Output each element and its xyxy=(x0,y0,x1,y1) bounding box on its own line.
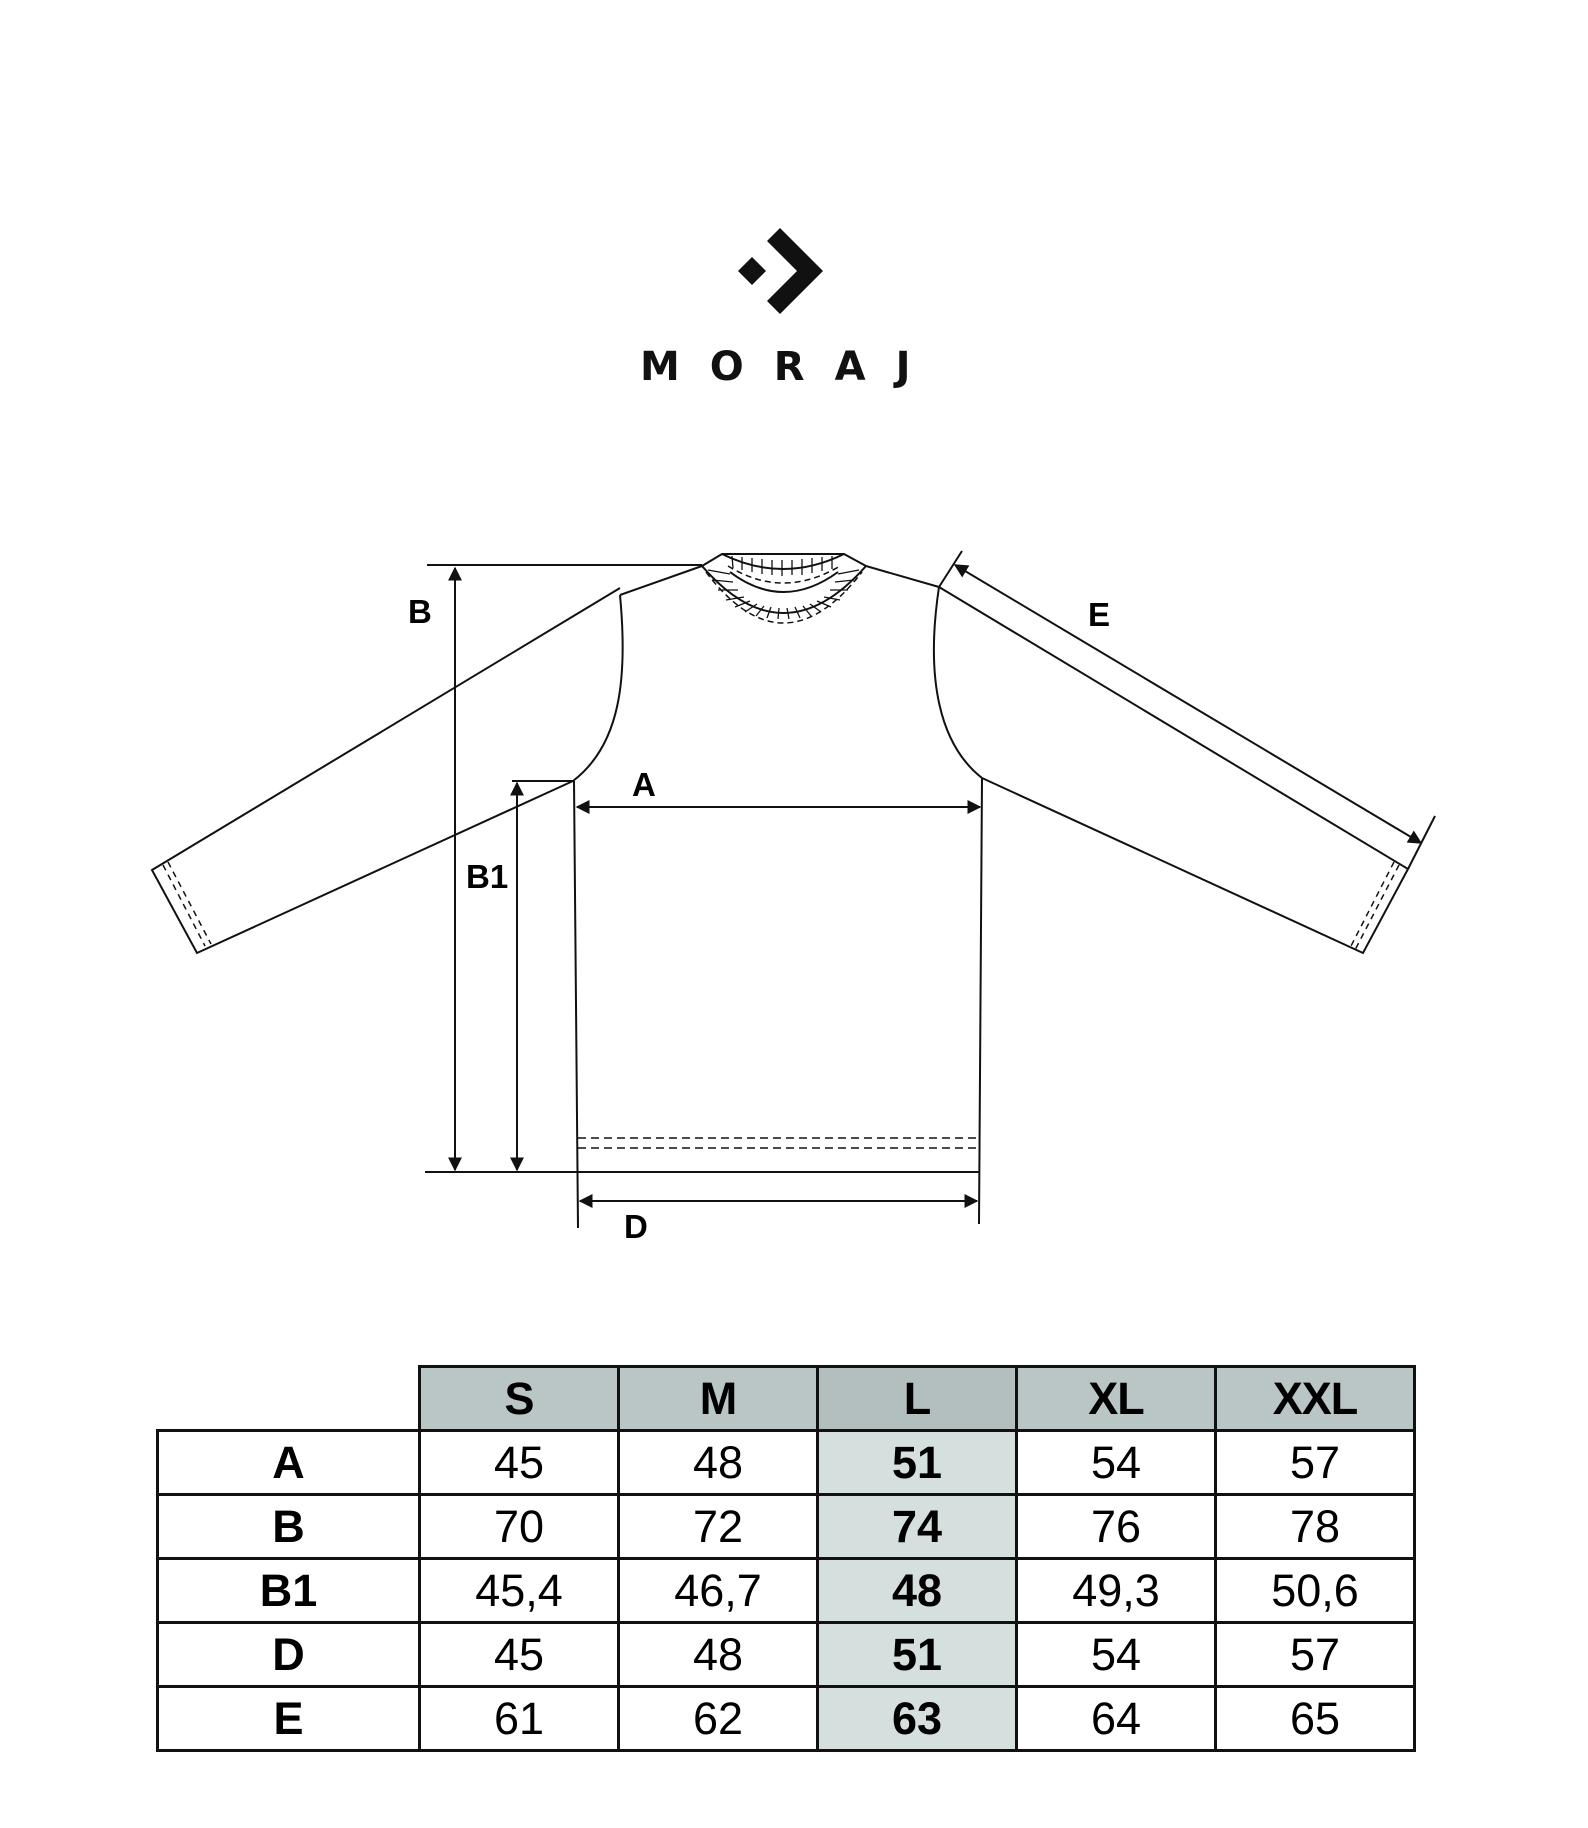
table-cell: 50,6 xyxy=(1216,1559,1415,1623)
table-cell: 54 xyxy=(1017,1431,1216,1495)
table-cell: 76 xyxy=(1017,1495,1216,1559)
dimension-label-e: E xyxy=(1088,596,1111,633)
row-label: B1 xyxy=(158,1559,420,1623)
table-row xyxy=(158,1623,1415,1687)
size-header-s: S xyxy=(420,1367,619,1431)
table-cell: 78 xyxy=(1216,1495,1415,1559)
size-header-xxl: XXL xyxy=(1216,1367,1415,1431)
table-cell: 48 xyxy=(619,1431,818,1495)
size-header-row xyxy=(158,1367,1415,1431)
table-cell-highlighted: 48 xyxy=(818,1559,1017,1623)
table-cell: 62 xyxy=(619,1687,818,1751)
table-row xyxy=(158,1559,1415,1623)
dimension-label-d: D xyxy=(624,1208,648,1245)
table-cell: 72 xyxy=(619,1495,818,1559)
table-cell: 49,3 xyxy=(1017,1559,1216,1623)
table-cell: 45 xyxy=(420,1431,619,1495)
row-label: A xyxy=(158,1431,420,1495)
table-cell: 61 xyxy=(420,1687,619,1751)
table-row xyxy=(158,1431,1415,1495)
table-cell: 48 xyxy=(619,1623,818,1687)
neckline xyxy=(702,554,866,623)
dimension-label-b1: B1 xyxy=(466,858,509,895)
table-cell: 54 xyxy=(1017,1623,1216,1687)
garment-outline xyxy=(152,566,1408,1228)
table-cell: 45,4 xyxy=(420,1559,619,1623)
table-cell: 46,7 xyxy=(619,1559,818,1623)
table-cell-highlighted: 63 xyxy=(818,1687,1017,1751)
brand-name: MORAJ xyxy=(640,344,941,390)
table-cell-highlighted: 51 xyxy=(818,1623,1017,1687)
table-cell: 45 xyxy=(420,1623,619,1687)
table-cell-highlighted: 74 xyxy=(818,1495,1017,1559)
row-label: E xyxy=(158,1687,420,1751)
row-label: D xyxy=(158,1623,420,1687)
size-header-xl: XL xyxy=(1017,1367,1216,1431)
table-cell: 57 xyxy=(1216,1431,1415,1495)
table-cell: 57 xyxy=(1216,1623,1415,1687)
table-corner xyxy=(158,1367,420,1431)
table-row xyxy=(158,1687,1415,1751)
size-chart-table xyxy=(156,1365,1416,1752)
dimension-label-b: B xyxy=(408,593,432,630)
dimension-label-a: A xyxy=(632,766,656,803)
table-cell: 70 xyxy=(420,1495,619,1559)
table-cell: 65 xyxy=(1216,1687,1415,1751)
table-row xyxy=(158,1495,1415,1559)
size-header-m: M xyxy=(619,1367,818,1431)
table-cell: 64 xyxy=(1017,1687,1216,1751)
size-header-l: L xyxy=(818,1367,1017,1431)
table-cell-highlighted: 51 xyxy=(818,1431,1017,1495)
row-label: B xyxy=(158,1495,420,1559)
